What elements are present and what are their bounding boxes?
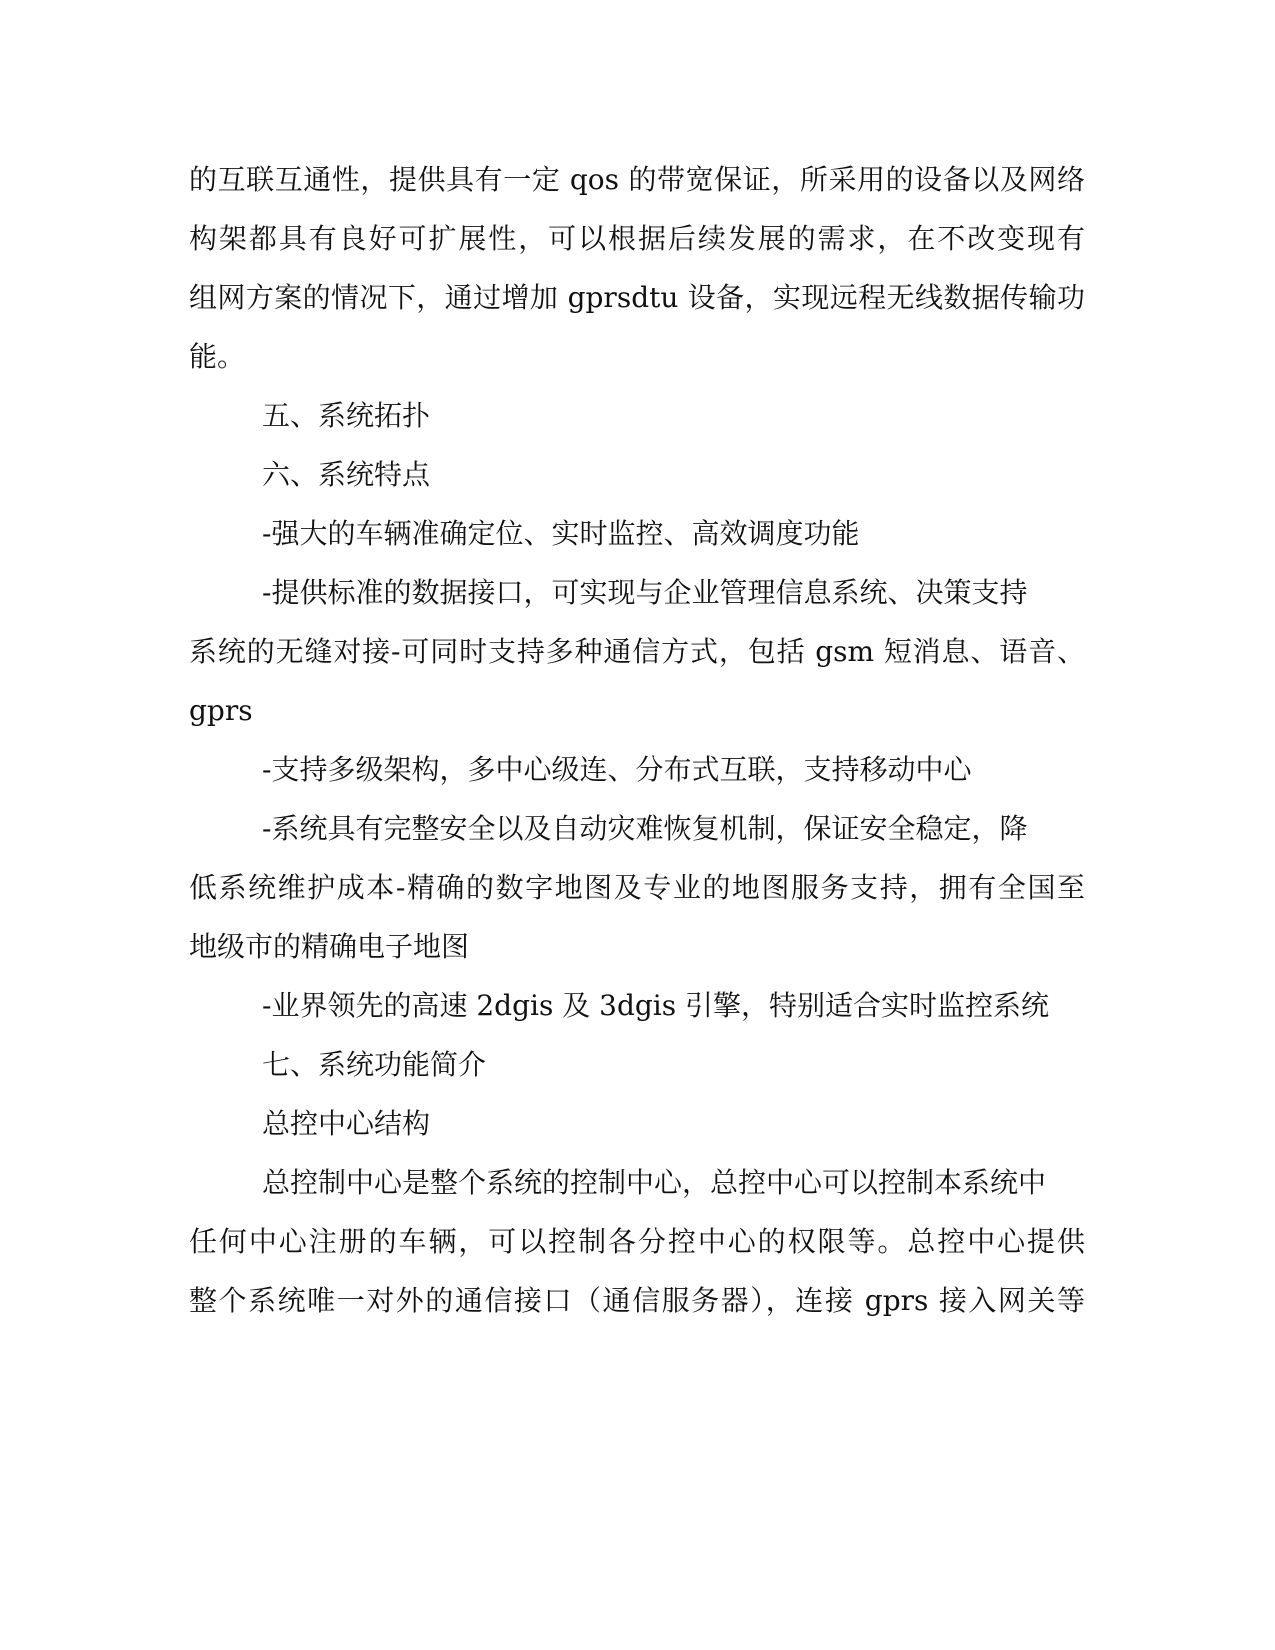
text-line-10: gprs	[189, 694, 253, 727]
feature-item-1: -强大的车辆准确定位、实时监控、高效调度功能	[262, 517, 860, 550]
text-line-14: 地级市的精确电子地图	[189, 930, 470, 963]
section-heading-6: 六、系统特点	[262, 458, 431, 491]
text-line-1: 的互联互通性，提供具有一定 qos 的带宽保证，所采用的设备以及网络	[189, 163, 1085, 196]
feature-item-2: -提供标准的数据接口，可实现与企业管理信息系统、决策支持	[262, 576, 1028, 609]
feature-item-3: -支持多级架构，多中心级连、分布式互联，支持移动中心	[262, 753, 972, 786]
paragraph-line-3: 整个系统唯一对外的通信接口（通信服务器），连接 gprs 接入网关等	[189, 1284, 1085, 1317]
text-line-2: 构架都具有良好可扩展性，可以根据后续发展的需求，在不改变现有	[189, 222, 1085, 255]
text-line-9: 系统的无缝对接-可同时支持多种通信方式，包括 gsm 短消息、语音、	[189, 635, 1085, 668]
section-heading-5: 五、系统拓扑	[262, 399, 431, 432]
text-line-3: 组网方案的情况下，通过增加 gprsdtu 设备，实现远程无线数据传输功	[189, 281, 1085, 314]
paragraph-line-2: 任何中心注册的车辆，可以控制各分控中心的权限等。总控中心提供	[189, 1225, 1085, 1258]
subheading: 总控中心结构	[262, 1107, 431, 1140]
text-line-13: 低系统维护成本-精确的数字地图及专业的地图服务支持，拥有全国至	[189, 871, 1085, 904]
feature-item-4: -系统具有完整安全以及自动灾难恢复机制，保证安全稳定，降	[262, 812, 1028, 845]
section-heading-7: 七、系统功能简介	[262, 1048, 487, 1081]
text-line-4: 能。	[189, 340, 246, 373]
paragraph-line-1: 总控制中心是整个系统的控制中心，总控中心可以控制本系统中	[262, 1166, 1047, 1199]
feature-item-5: -业界领先的高速 2dgis 及 3dgis 引擎，特别适合实时监控系统	[262, 989, 1050, 1022]
